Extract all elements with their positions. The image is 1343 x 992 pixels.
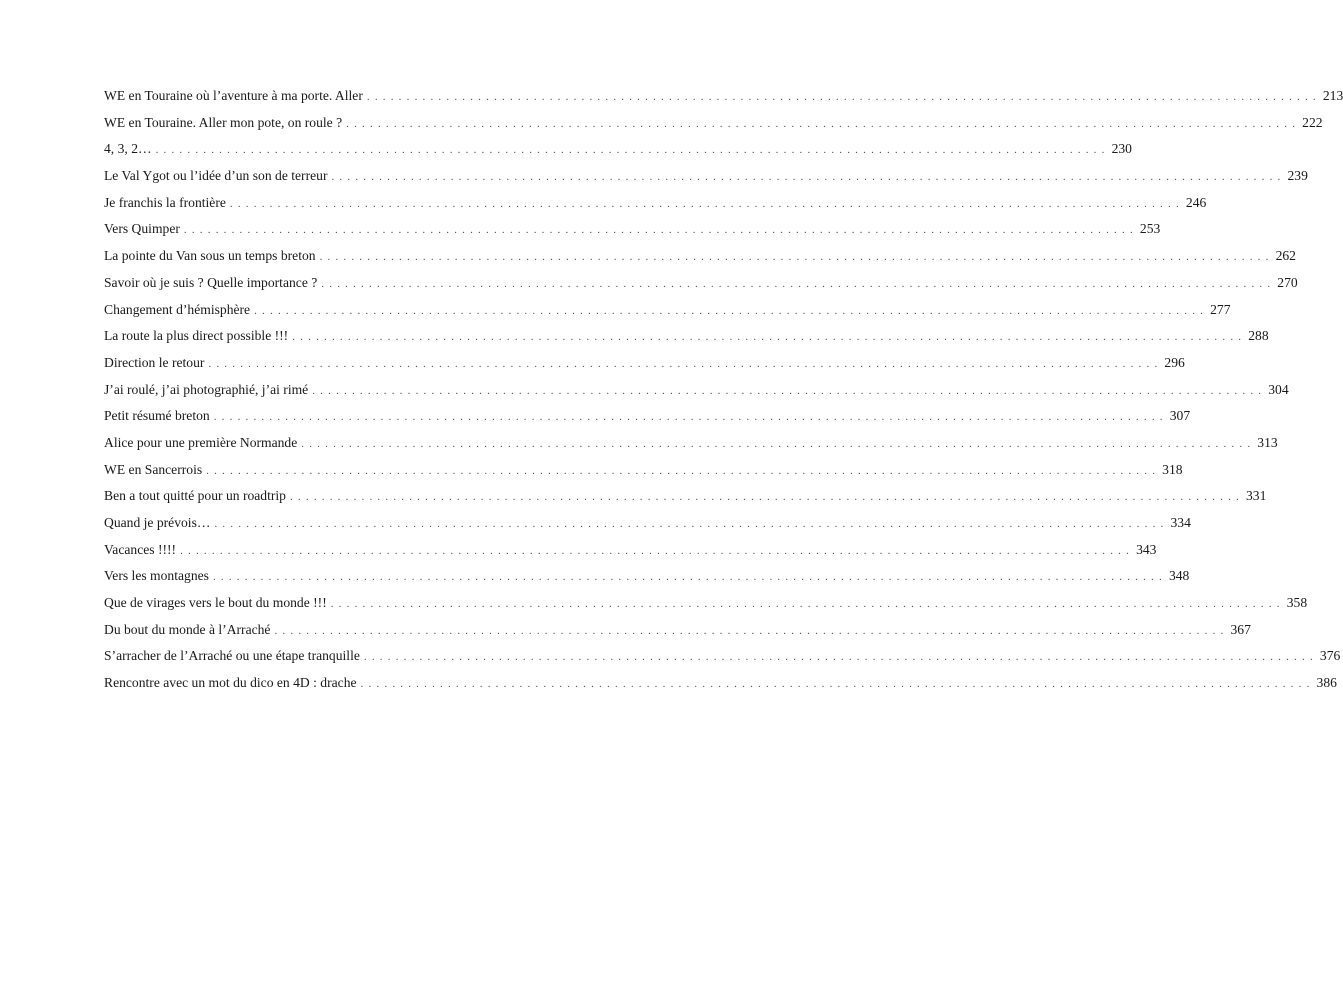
toc-entry-page: 270: [1277, 274, 1298, 290]
toc-entry[interactable]: [104, 246, 1296, 273]
toc-entry[interactable]: [104, 139, 1132, 166]
toc-entry-page: 307: [1169, 408, 1191, 424]
dot-leader: ........................................................................................................................: [330, 598, 1285, 611]
toc-entry-page: 296: [1164, 354, 1185, 370]
dot-leader: ........................................................................................................................: [254, 304, 1209, 317]
toc-entry-page: 222: [1302, 114, 1323, 130]
toc-entry[interactable]: [104, 620, 1251, 647]
toc-entry-title: WE en Touraine où l’aventure à ma porte. Aller: [104, 88, 363, 103]
toc-entry-title: Rencontre avec un mot du dico en 4D : drache: [104, 675, 357, 691]
toc-entry-title: J’ai roulé, j’ai photographié, j’ai rimé: [104, 381, 309, 397]
toc-entry-page: 386: [1316, 675, 1337, 691]
toc-entry[interactable]: [104, 113, 1323, 140]
toc-entry-page: 376: [1319, 648, 1341, 664]
toc-entry-title: La route la plus direct possible !!!: [104, 328, 289, 344]
dot-leader: ........................................................................................................................: [212, 571, 1167, 584]
dot-leader: ........................................................................................................................: [312, 384, 1267, 397]
toc-entry[interactable]: [104, 166, 1308, 193]
toc-entry-page: 348: [1168, 568, 1190, 584]
dot-leader: ........................................................................................................................: [180, 544, 1135, 557]
toc-entry-title: WE en Sancerrois: [104, 461, 203, 477]
toc-entry-title: Que de virages vers le bout du monde !!!: [104, 595, 327, 611]
toc-entry-title: 4, 3, 2…: [104, 141, 152, 157]
dot-leader: ........................................................................................................................: [346, 117, 1301, 130]
toc-entry-title: Quand je prévois…: [104, 515, 211, 530]
dot-leader: ........................................................................................................................: [183, 224, 1138, 237]
toc-entry-page: 358: [1286, 595, 1308, 611]
toc-entry-title: Direction le retour: [104, 354, 205, 370]
toc-entry-title: Du bout du monde à l’Arraché: [104, 621, 271, 637]
toc-entry[interactable]: [104, 673, 1337, 700]
toc-entry-page: 213: [1322, 88, 1343, 103]
toc-entry-title: Savoir où je suis ? Quelle importance ?: [104, 274, 318, 290]
toc-entry[interactable]: [104, 540, 1157, 567]
dot-leader: ........................................................................................................................: [301, 437, 1256, 450]
dot-leader: ........................................................................................................................: [319, 251, 1274, 264]
toc-entry[interactable]: [104, 646, 1341, 673]
dot-leader: ........................................................................................................................: [229, 197, 1184, 210]
toc-entry-page: 313: [1257, 434, 1278, 450]
toc-entry-page: 343: [1136, 541, 1157, 557]
dot-leader: ........................................................................................................................: [214, 518, 1169, 530]
toc-entry[interactable]: [104, 486, 1267, 513]
toc-entry-title: Je franchis la frontière: [104, 194, 226, 210]
toc-entry[interactable]: [104, 566, 1190, 593]
toc-entry[interactable]: [104, 380, 1289, 407]
toc-entry-title: WE en Touraine. Aller mon pote, on roule ?: [104, 114, 343, 130]
dot-leader: ........................................................................................................................: [155, 144, 1110, 157]
toc-entry-page: 367: [1230, 621, 1251, 637]
toc-entry[interactable]: [104, 273, 1298, 300]
toc-entry-page: 318: [1162, 461, 1183, 477]
toc-entry-page: 304: [1268, 381, 1289, 397]
toc-entry-title: Vacances !!!!: [104, 541, 177, 557]
toc-entry[interactable]: [104, 193, 1207, 220]
dot-leader: ........................................................................................................................: [331, 171, 1286, 184]
toc-entry-page: 230: [1111, 141, 1132, 157]
dot-leader: ........................................................................................................................: [360, 678, 1315, 691]
toc-entry-page: 331: [1245, 488, 1267, 504]
toc-entry-page: 277: [1210, 301, 1231, 317]
toc-entry-page: 253: [1139, 221, 1161, 237]
toc-entry-title: Alice pour une première Normande: [104, 434, 298, 450]
toc-entry-page: 262: [1275, 248, 1296, 264]
toc-entry-page: 334: [1170, 515, 1191, 530]
toc-entry-title: Changement d’hémisphère: [104, 301, 251, 317]
dot-leader: ........................................................................................................................: [274, 624, 1229, 637]
toc-entry-page: 239: [1287, 168, 1308, 184]
toc-entry-title: S’arracher de l’Arraché ou une étape tranquille: [104, 648, 360, 664]
dot-leader: ........................................................................................................................: [208, 357, 1163, 370]
dot-leader: ........................................................................................................................: [206, 464, 1161, 477]
toc-entry[interactable]: [104, 353, 1185, 380]
toc-entry-page: 288: [1248, 328, 1269, 344]
toc-entry[interactable]: [104, 219, 1161, 246]
toc-entry-title: Vers Quimper: [104, 221, 180, 237]
toc-entry[interactable]: [104, 86, 1343, 113]
dot-leader: ........................................................................................................................: [213, 411, 1168, 424]
toc-entry[interactable]: [104, 326, 1269, 353]
toc-entry[interactable]: [104, 593, 1308, 620]
toc-entry[interactable]: [104, 460, 1183, 487]
toc-entry[interactable]: [104, 406, 1191, 433]
toc-entry-page: 246: [1185, 194, 1207, 210]
table-of-contents: [104, 86, 1343, 700]
dot-leader: ........................................................................................................................: [363, 651, 1318, 664]
toc-entry-title: Le Val Ygot ou l’idée d’un son de terreur: [104, 168, 328, 184]
dot-leader: ........................................................................................................................: [289, 491, 1244, 504]
toc-entry[interactable]: [104, 433, 1278, 460]
dot-leader: ........................................................................................................................: [321, 277, 1276, 290]
toc-entry[interactable]: [104, 300, 1231, 327]
dot-leader: ........................................................................................................................: [366, 91, 1321, 103]
toc-entry-title: La pointe du Van sous un temps breton: [104, 248, 316, 264]
dot-leader: ........................................................................................................................: [292, 331, 1247, 344]
toc-entry-title: Vers les montagnes: [104, 568, 209, 584]
toc-entry[interactable]: [104, 513, 1191, 540]
toc-entry-title: Ben a tout quitté pour un roadtrip: [104, 488, 286, 504]
toc-entry-title: Petit résumé breton: [104, 408, 210, 424]
